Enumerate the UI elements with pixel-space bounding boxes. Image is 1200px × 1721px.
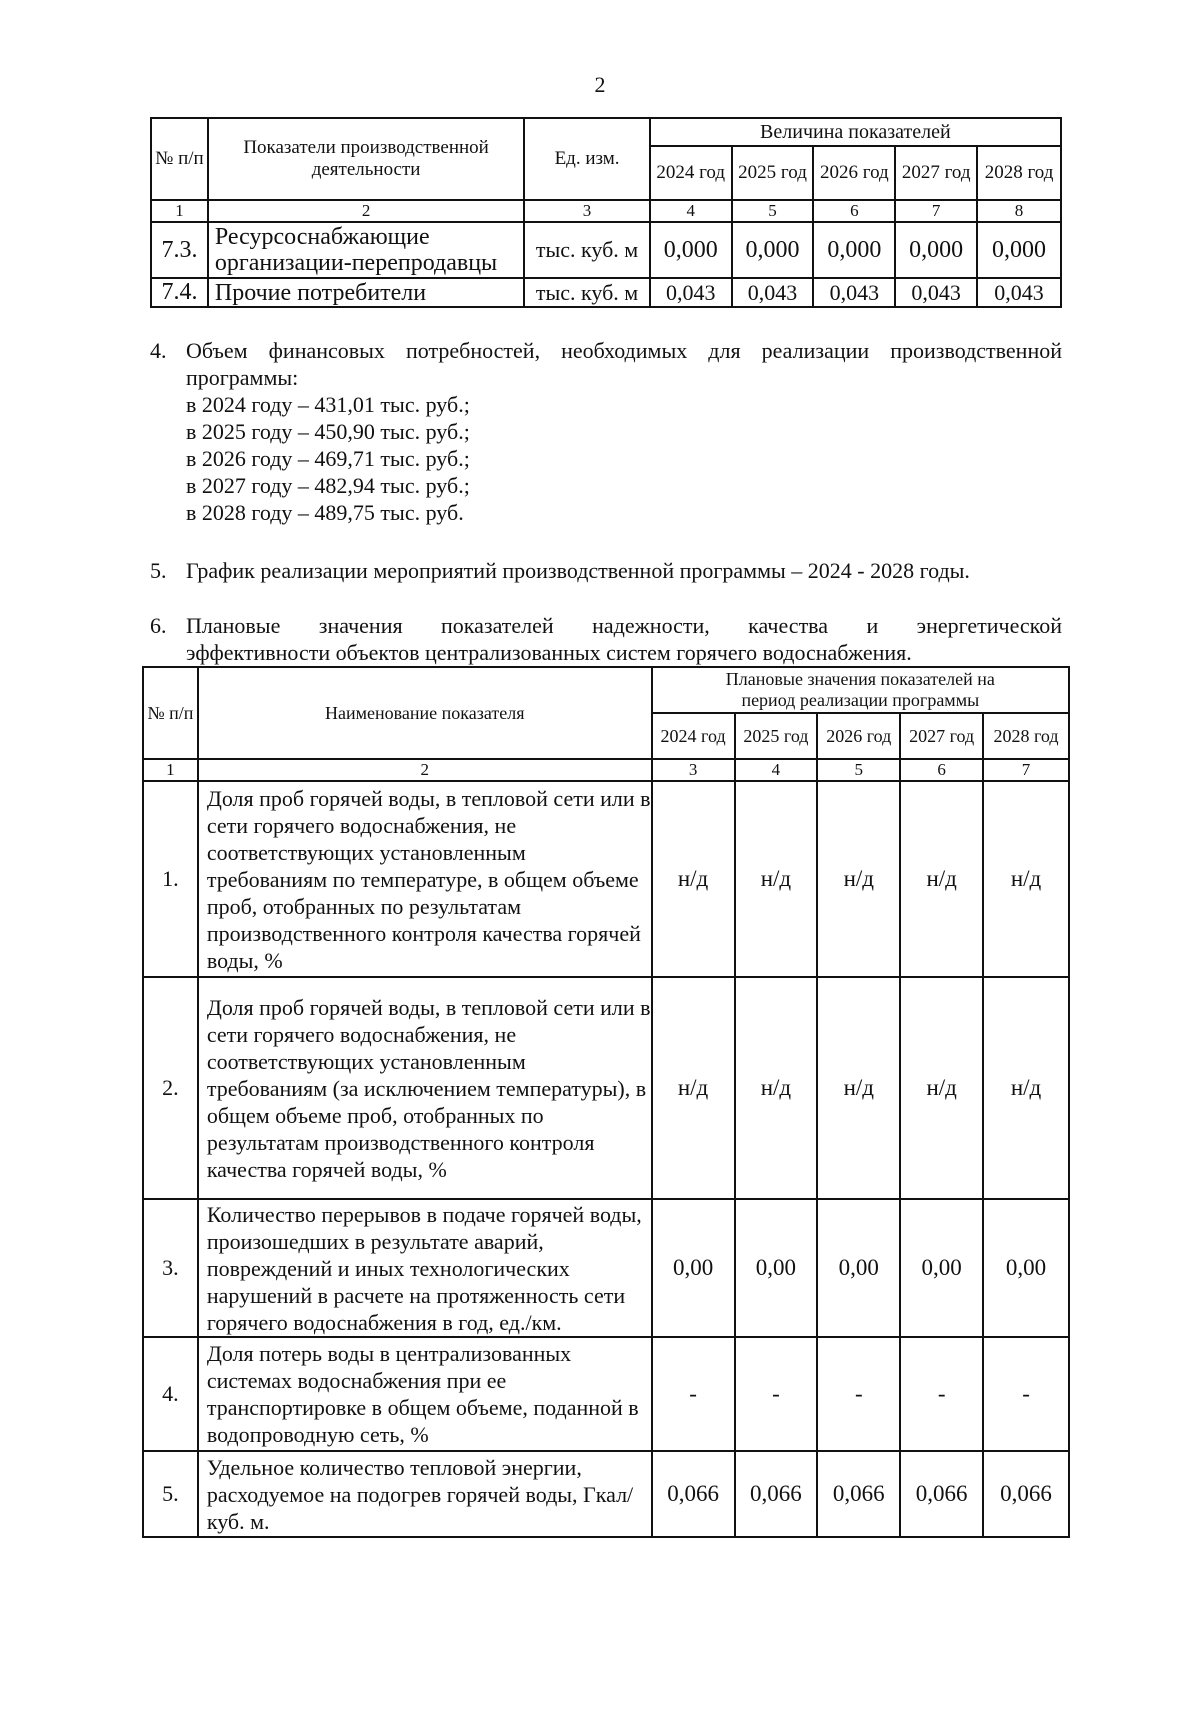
section-4-title: Объем финансовых потребностей, необходимых для реализации производственной программы: — [186, 338, 1062, 390]
row-unit: тыс. куб. м — [524, 222, 649, 278]
row-name: Доля проб горячей воды, в тепловой сети или в сети горячего водоснабжения, не соответствующих установленным требованиям (за исключением температуры), в общем объеме проб, отобранных по результатам производственного контроля качества горячей воды, % — [198, 977, 652, 1199]
column-index: 6 — [813, 200, 895, 222]
header-year: 2028 год — [983, 713, 1069, 759]
row-value: н/д — [983, 977, 1069, 1199]
column-index: 2 — [198, 759, 652, 781]
row-value: 0,00 — [900, 1199, 983, 1337]
row-value: 0,00 — [735, 1199, 818, 1337]
row-value: - — [652, 1337, 735, 1451]
row-value: н/д — [817, 977, 900, 1199]
header-values-group: Величина показателей — [650, 118, 1061, 146]
table-row — [143, 1337, 1069, 1451]
header-indicator: Наименование показателя — [198, 667, 652, 759]
row-name: Доля потерь воды в централизованных системах водоснабжения при ее транспортировке в общем объеме, поданной в водопроводную сеть, % — [198, 1337, 652, 1451]
finance-line: в 2024 году – 431,01 тыс. руб.; — [186, 392, 470, 417]
section-4 — [150, 337, 1062, 526]
row-value: 0,00 — [652, 1199, 735, 1337]
row-value: 0,043 — [977, 278, 1061, 307]
header-year: 2025 год — [732, 146, 814, 200]
column-index: 2 — [208, 200, 524, 222]
section-number: 6. — [150, 613, 167, 638]
section-6 — [150, 612, 1062, 666]
header-year: 2027 год — [900, 713, 983, 759]
row-num: 7.3. — [151, 222, 208, 278]
header-year: 2025 год — [735, 713, 818, 759]
header-year: 2026 год — [813, 146, 895, 200]
column-index-row — [143, 759, 1069, 781]
finance-line: в 2026 году – 469,71 тыс. руб.; — [186, 446, 470, 471]
row-num: 7.4. — [151, 278, 208, 307]
column-index-row — [151, 200, 1061, 222]
reliability-indicators-table — [142, 666, 1070, 1538]
column-index: 4 — [650, 200, 732, 222]
row-value: н/д — [900, 977, 983, 1199]
column-index: 1 — [151, 200, 208, 222]
section-number: 4. — [150, 338, 167, 363]
row-value: 0,000 — [650, 222, 732, 278]
table-row — [143, 977, 1069, 1199]
row-value: н/д — [817, 781, 900, 977]
row-value: 0,00 — [817, 1199, 900, 1337]
row-value: 0,043 — [732, 278, 814, 307]
section-6-title-line: эффективности объектов централизованных систем горячего водоснабжения. — [186, 640, 912, 665]
column-index: 6 — [900, 759, 983, 781]
column-index: 5 — [817, 759, 900, 781]
header-year: 2028 год — [977, 146, 1061, 200]
row-value: 0,043 — [813, 278, 895, 307]
column-index: 7 — [895, 200, 977, 222]
row-name: Прочие потребители — [208, 278, 524, 307]
column-index: 7 — [983, 759, 1069, 781]
section-5-text: График реализации мероприятий производственной программы – 2024 - 2028 годы. — [186, 558, 970, 583]
section-5 — [150, 557, 1062, 584]
column-index: 1 — [143, 759, 198, 781]
row-value: - — [817, 1337, 900, 1451]
row-value: 0,066 — [817, 1451, 900, 1537]
table-row — [143, 1451, 1069, 1537]
finance-line: в 2027 году – 482,94 тыс. руб.; — [186, 473, 470, 498]
row-value: н/д — [652, 977, 735, 1199]
row-value: 0,066 — [735, 1451, 818, 1537]
row-value: 0,000 — [813, 222, 895, 278]
row-num: 5. — [143, 1451, 198, 1537]
row-name: Количество перерывов в подаче горячей воды, произошедших в результате аварий, повреждений и иных технологических нарушений в расчете на протяженность сети горячего водоснабжения в год, ед./км. — [198, 1199, 652, 1337]
row-value: 0,043 — [650, 278, 732, 307]
row-value: н/д — [735, 977, 818, 1199]
row-value: 0,00 — [983, 1199, 1069, 1337]
row-value: 0,000 — [732, 222, 814, 278]
header-indicator: Показатели производственной деятельности — [208, 118, 524, 200]
row-num: 4. — [143, 1337, 198, 1451]
row-value: 0,000 — [895, 222, 977, 278]
row-value: - — [983, 1337, 1069, 1451]
row-name: Удельное количество тепловой энергии, расходуемое на подогрев горячей воды, Гкал/куб. м. — [198, 1451, 652, 1537]
header-year: 2027 год — [895, 146, 977, 200]
table-row — [151, 222, 1061, 278]
row-value: 0,066 — [983, 1451, 1069, 1537]
header-year: 2024 год — [652, 713, 735, 759]
header-year: 2024 год — [650, 146, 732, 200]
column-index: 3 — [652, 759, 735, 781]
finance-line: в 2025 году – 450,90 тыс. руб.; — [186, 419, 470, 444]
column-index: 3 — [524, 200, 649, 222]
row-name: Ресурсоснабжающие организации-перепродавцы — [208, 222, 524, 278]
header-values-group: Плановые значения показателей на период реализации программы — [652, 667, 1069, 713]
page-number: 2 — [594, 72, 606, 97]
row-value: 0,043 — [895, 278, 977, 307]
header-year: 2026 год — [817, 713, 900, 759]
header-num: № п/п — [151, 118, 208, 200]
row-value: н/д — [900, 781, 983, 977]
row-value: - — [735, 1337, 818, 1451]
row-value: - — [900, 1337, 983, 1451]
column-index: 5 — [732, 200, 814, 222]
row-num: 2. — [143, 977, 198, 1199]
row-num: 3. — [143, 1199, 198, 1337]
finance-line: в 2028 году – 489,75 тыс. руб. — [186, 500, 464, 525]
row-name: Доля проб горячей воды, в тепловой сети или в сети горячего водоснабжения, не соответствующих установленным требованиям по температуре, в общем объеме проб, отобранных по результатам производственного контроля качества горячей воды, % — [198, 781, 652, 977]
column-index: 4 — [735, 759, 818, 781]
table-row — [143, 1199, 1069, 1337]
column-index: 8 — [977, 200, 1061, 222]
section-number: 5. — [150, 558, 167, 583]
header-unit: Ед. изм. — [524, 118, 649, 200]
row-value: 0,066 — [652, 1451, 735, 1537]
row-value: н/д — [735, 781, 818, 977]
row-value: 0,000 — [977, 222, 1061, 278]
row-unit: тыс. куб. м — [524, 278, 649, 307]
header-num: № п/п — [143, 667, 198, 759]
section-6-title-line: Плановые значения показателей надежности, качества и энергетической — [186, 613, 1062, 638]
row-value: н/д — [652, 781, 735, 977]
production-indicators-table — [150, 117, 1062, 308]
row-value: н/д — [983, 781, 1069, 977]
row-num: 1. — [143, 781, 198, 977]
table-row — [151, 278, 1061, 307]
table-row — [143, 781, 1069, 977]
row-value: 0,066 — [900, 1451, 983, 1537]
